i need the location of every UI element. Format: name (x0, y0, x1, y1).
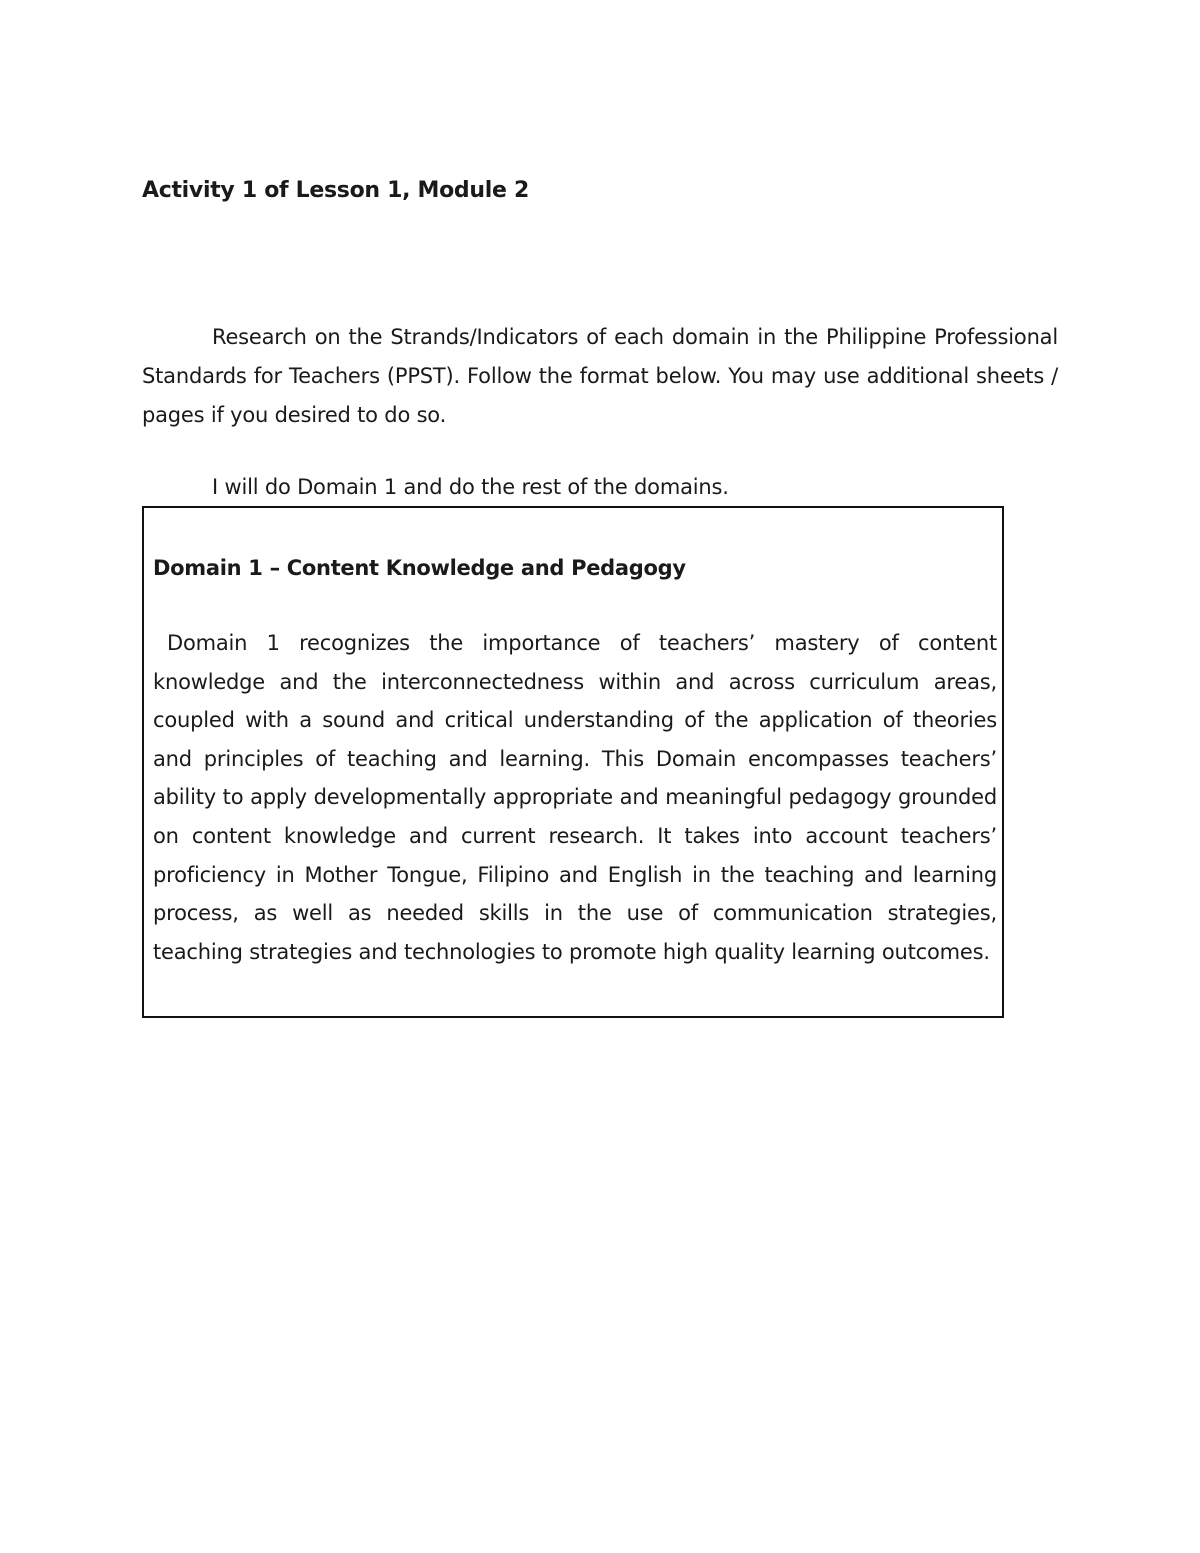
domain-box (142, 506, 1004, 1018)
domain-heading: Domain 1 – Content Knowledge and Pedagogy (153, 556, 686, 580)
instructions-paragraph: Research on the Strands/Indicators of each domain in the Philippine Professional Standards for Teachers (PPST). Follow the format below. You may use additional sheets / pages if you desired to do so. (142, 325, 1058, 427)
page-title: Activity 1 of Lesson 1, Module 2 (142, 178, 529, 203)
domain-description: Domain 1 recognizes the importance of teachers’ mastery of content knowledge and the interconnectedness within and across curriculum areas, coupled with a sound and critical understanding of the application of theories and principles of teaching and learning. This Domain encompasses teachers’ ability to apply developmentally appropriate and meaningful pedagogy grounded on content knowledge and current research. It takes into account teachers’ proficiency in Mother Tongue, Filipino and English in the teaching and learning process, as well as needed skills in the use of communication strategies, teaching strategies and technologies to promote high quality learning outcomes. (153, 631, 997, 964)
note-paragraph: I will do Domain 1 and do the rest of the domains. (212, 475, 729, 499)
